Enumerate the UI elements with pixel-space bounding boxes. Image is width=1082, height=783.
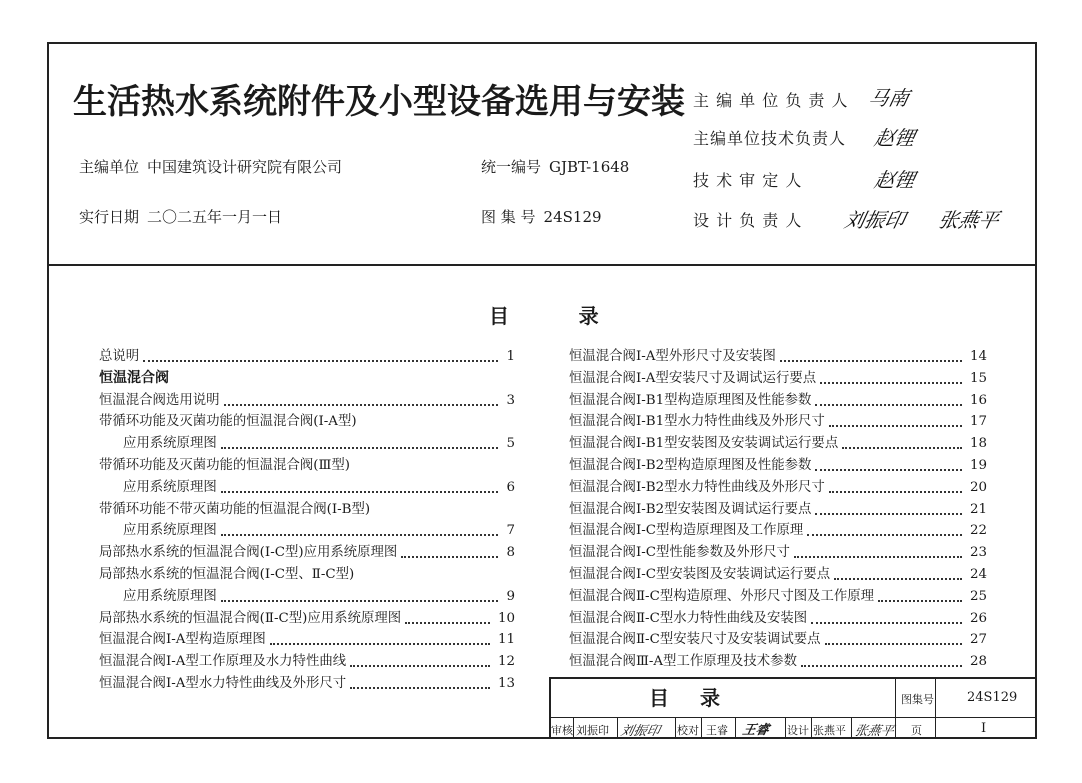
toc-entry xyxy=(569,390,987,411)
toc-entry-page: 28 xyxy=(969,654,987,670)
toc-entry xyxy=(99,411,515,432)
atlas-number-label: 图 集 号 xyxy=(481,208,536,226)
toc-entry xyxy=(99,608,515,629)
tb-check-label: 校对 xyxy=(677,724,699,737)
toc-leader xyxy=(878,600,962,602)
toc-leader xyxy=(401,556,498,558)
tb-cell-divider xyxy=(617,717,618,739)
toc-entry xyxy=(99,520,515,541)
toc-entry-title: 总说明 xyxy=(99,349,140,364)
toc-entry xyxy=(569,411,987,432)
toc-entry-page: 3 xyxy=(506,392,515,408)
toc-entry xyxy=(569,477,987,498)
toc-entry-page: 18 xyxy=(969,436,987,452)
effective-date xyxy=(79,206,282,227)
atlas-title: 生活热水系统附件及小型设备选用与安装 xyxy=(73,82,685,122)
editor-unit xyxy=(79,156,342,177)
tb-page-number: I xyxy=(981,721,987,736)
toc-leader xyxy=(815,469,962,471)
toc-leader xyxy=(842,447,962,449)
title-block xyxy=(549,677,1037,739)
toc-entry xyxy=(99,629,515,650)
tb-page-label: 页 xyxy=(911,724,922,737)
toc-entry xyxy=(569,651,987,672)
toc-entry-page: 27 xyxy=(969,632,987,648)
toc-entry xyxy=(569,455,987,476)
toc-entry xyxy=(99,673,515,694)
tb-border-top xyxy=(549,677,1037,679)
toc-entry-title: 恒温混合阀Ⅲ-A型工作原理及技术参数 xyxy=(569,654,797,670)
toc-leader xyxy=(780,360,962,362)
toc-entry-title: 恒温混合阀Ⅰ-C型构造原理图及工作原理 xyxy=(569,523,804,539)
toc-entry-title: 恒温混合阀Ⅰ-C型安装图及安装调试运行要点 xyxy=(569,567,831,582)
toc-entry-page: 22 xyxy=(969,523,987,539)
toc-entry xyxy=(569,542,987,563)
toc-entry-title: 恒温混合阀选用说明 xyxy=(99,392,220,408)
tb-reviewer: 刘振印 xyxy=(576,724,609,737)
toc-leader xyxy=(221,600,498,602)
tb-atlas-no-label: 图集号 xyxy=(901,693,934,706)
toc-entry xyxy=(569,499,987,520)
toc-leader xyxy=(829,491,962,493)
effective-date-value: 二〇二五年一月一日 xyxy=(147,208,283,226)
toc-leader xyxy=(794,556,962,558)
toc-entry-title: 带循环功能不带灭菌功能的恒温混合阀(Ⅰ-B型) xyxy=(99,501,371,517)
toc-entry-title: 恒温混合阀Ⅰ-A型工作原理及水力特性曲线 xyxy=(99,654,347,670)
technical-approver-label: 技 术 审 定 人 xyxy=(693,171,803,190)
tb-checker: 王睿 xyxy=(706,724,728,737)
toc-entry-title: 恒温混合阀Ⅱ-C型水力特性曲线及安装图 xyxy=(569,610,808,626)
tb-review-label: 审核 xyxy=(551,724,573,737)
tb-cell-divider xyxy=(851,717,852,739)
toc-entry-page: 5 xyxy=(506,436,515,452)
toc-entry-title: 恒温混合阀Ⅰ-B2型安装图及调试运行要点 xyxy=(569,501,812,517)
toc-entry-title: 应用系统原理图 xyxy=(123,479,217,495)
toc-entry xyxy=(569,368,987,389)
drawing-frame xyxy=(47,42,1037,739)
toc-entry-page: 11 xyxy=(497,632,515,648)
toc-heading: 目 录 xyxy=(489,304,599,328)
toc-leader xyxy=(829,425,962,427)
design-lead-label: 设 计 负 责 人 xyxy=(693,211,803,230)
toc-entry-title: 应用系统原理图 xyxy=(123,523,217,539)
tb-drawing-title: 目 录 xyxy=(649,686,732,710)
tb-cell-divider xyxy=(735,717,736,739)
toc-entry-page: 17 xyxy=(969,414,987,430)
toc-entry xyxy=(99,499,515,520)
toc-entry-page: 13 xyxy=(497,676,515,691)
toc-entry-title: 恒温混合阀Ⅰ-B2型水力特性曲线及外形尺寸 xyxy=(569,479,825,495)
tb-cell-divider xyxy=(573,717,574,739)
toc-entry xyxy=(99,586,515,607)
tb-reviewer-signature: 刘振印 xyxy=(618,724,662,739)
toc-leader xyxy=(221,491,498,493)
toc-entry-title: 恒温混合阀Ⅰ-B1型水力特性曲线及外形尺寸 xyxy=(569,414,825,430)
toc-entry-page: 15 xyxy=(969,370,987,386)
toc-entry-page: 14 xyxy=(969,349,987,364)
unified-number-value: GJBT-1648 xyxy=(549,158,630,176)
toc-entry xyxy=(99,651,515,672)
tb-designer-signature: 张燕平 xyxy=(852,724,896,739)
tb-design-label: 设计 xyxy=(787,724,809,737)
header-divider xyxy=(49,264,1035,266)
design-lead-signature-1: 刘振印 xyxy=(842,208,908,232)
tb-col-divider-1 xyxy=(895,677,896,739)
toc-entry-title: 恒温混合阀 xyxy=(99,369,169,386)
toc-leader xyxy=(815,404,962,406)
toc-entry xyxy=(99,477,515,498)
tb-cell-divider xyxy=(701,717,702,739)
toc-leader xyxy=(350,687,490,689)
tb-checker-signature: 王睿 xyxy=(740,723,771,738)
effective-date-label: 实行日期 xyxy=(79,208,140,226)
toc-entry-page: 25 xyxy=(969,588,987,604)
editor-unit-value: 中国建筑设计研究院有限公司 xyxy=(147,158,343,176)
chief-unit-head-signature: 马南 xyxy=(866,86,912,110)
toc-entry xyxy=(99,542,515,563)
toc-leader xyxy=(350,665,490,667)
tb-cell-divider xyxy=(811,717,812,739)
toc-entry-page: 16 xyxy=(969,392,987,408)
toc-entry-page: 1 xyxy=(506,349,515,364)
atlas-number xyxy=(481,206,602,227)
toc-entry-title: 恒温混合阀Ⅰ-A型安装尺寸及调试运行要点 xyxy=(569,370,817,386)
toc-entry-page: 10 xyxy=(497,610,515,626)
toc-entry-title: 恒温混合阀Ⅱ-C型构造原理、外形尺寸图及工作原理 xyxy=(569,588,875,604)
unified-number-label: 统一编号 xyxy=(481,158,542,176)
toc-entry-title: 恒温混合阀Ⅰ-C型性能参数及外形尺寸 xyxy=(569,545,790,561)
toc-entry xyxy=(569,629,987,650)
design-lead-signature-2: 张燕平 xyxy=(936,208,1002,232)
toc-entry xyxy=(99,564,515,585)
toc-entry-page: 6 xyxy=(506,479,515,495)
tb-col-divider-2 xyxy=(935,677,936,739)
toc-entry-page: 20 xyxy=(969,479,987,495)
toc-entry-title: 应用系统原理图 xyxy=(123,436,217,452)
toc-entry xyxy=(99,368,515,389)
toc-leader xyxy=(834,578,962,580)
technical-approver-signature: 赵锂 xyxy=(872,168,918,192)
toc-leader xyxy=(825,643,962,645)
toc-leader xyxy=(811,622,962,624)
toc-entry-page: 19 xyxy=(969,458,987,473)
chief-technical-head-signature: 赵锂 xyxy=(872,126,918,150)
toc-entry-page: 9 xyxy=(506,588,515,604)
toc-entry-title: 局部热水系统的恒温混合阀(Ⅱ-C型)应用系统原理图 xyxy=(99,610,402,626)
toc-entry-page: 26 xyxy=(969,610,987,626)
toc-entry xyxy=(99,390,515,411)
toc-entry-title: 恒温混合阀Ⅰ-A型水力特性曲线及外形尺寸 xyxy=(99,676,347,691)
tb-cell-divider xyxy=(785,717,786,739)
toc-leader xyxy=(405,622,490,624)
toc-entry-title: 局部热水系统的恒温混合阀(Ⅰ-C型)应用系统原理图 xyxy=(99,545,398,561)
tb-row-divider xyxy=(549,717,1037,718)
tb-designer: 张燕平 xyxy=(813,724,846,737)
toc-entry-title: 应用系统原理图 xyxy=(123,588,217,604)
toc-entry xyxy=(99,433,515,454)
toc-entry-title: 恒温混合阀Ⅰ-A型外形尺寸及安装图 xyxy=(569,349,776,364)
toc-leader xyxy=(815,513,962,515)
toc-entry xyxy=(569,433,987,454)
chief-technical-head-label: 主编单位技术负责人 xyxy=(693,129,847,148)
toc-entry-title: 带循环功能及灭菌功能的恒温混合阀(Ⅲ型) xyxy=(99,458,351,473)
toc-leader xyxy=(820,382,962,384)
toc-entry-page: 12 xyxy=(497,654,515,670)
toc-entry xyxy=(569,520,987,541)
toc-leader xyxy=(801,665,962,667)
toc-entry xyxy=(569,608,987,629)
toc-entry xyxy=(99,455,515,476)
toc-entry xyxy=(569,586,987,607)
toc-entry-title: 恒温混合阀Ⅰ-A型构造原理图 xyxy=(99,632,266,648)
toc-leader xyxy=(224,404,498,406)
toc-entry xyxy=(569,346,987,367)
toc-entry-page: 21 xyxy=(969,501,987,517)
editor-unit-label: 主编单位 xyxy=(79,158,140,176)
tb-atlas-no: 24S129 xyxy=(967,690,1018,705)
toc-leader xyxy=(270,643,490,645)
toc-entry-page: 8 xyxy=(506,545,515,561)
chief-unit-head-label: 主 编 单 位 负 责 人 xyxy=(693,91,849,110)
toc-entry-page: 23 xyxy=(969,545,987,561)
toc-entry-title: 恒温混合阀Ⅱ-C型安装尺寸及安装调试要点 xyxy=(569,632,821,648)
toc-entry-title: 局部热水系统的恒温混合阀(Ⅰ-C型、Ⅱ-C型) xyxy=(99,567,355,582)
unified-number xyxy=(481,156,629,177)
toc-entry-page: 7 xyxy=(506,523,515,539)
toc-leader xyxy=(807,534,962,536)
toc-entry-page: 24 xyxy=(969,567,987,582)
toc-leader xyxy=(221,447,498,449)
toc-entry-title: 恒温混合阀Ⅰ-B1型构造原理图及性能参数 xyxy=(569,392,812,408)
tb-cell-divider xyxy=(675,717,676,739)
toc-entry xyxy=(99,346,515,367)
toc-leader xyxy=(221,534,498,536)
toc-entry-title: 带循环功能及灭菌功能的恒温混合阀(Ⅰ-A型) xyxy=(99,414,357,430)
toc-entry-title: 恒温混合阀Ⅰ-B1型安装图及安装调试运行要点 xyxy=(569,436,839,452)
toc-entry-title: 恒温混合阀Ⅰ-B2型构造原理图及性能参数 xyxy=(569,458,812,473)
toc-leader xyxy=(143,360,498,362)
toc-entry xyxy=(569,564,987,585)
atlas-number-value: 24S129 xyxy=(543,208,602,226)
